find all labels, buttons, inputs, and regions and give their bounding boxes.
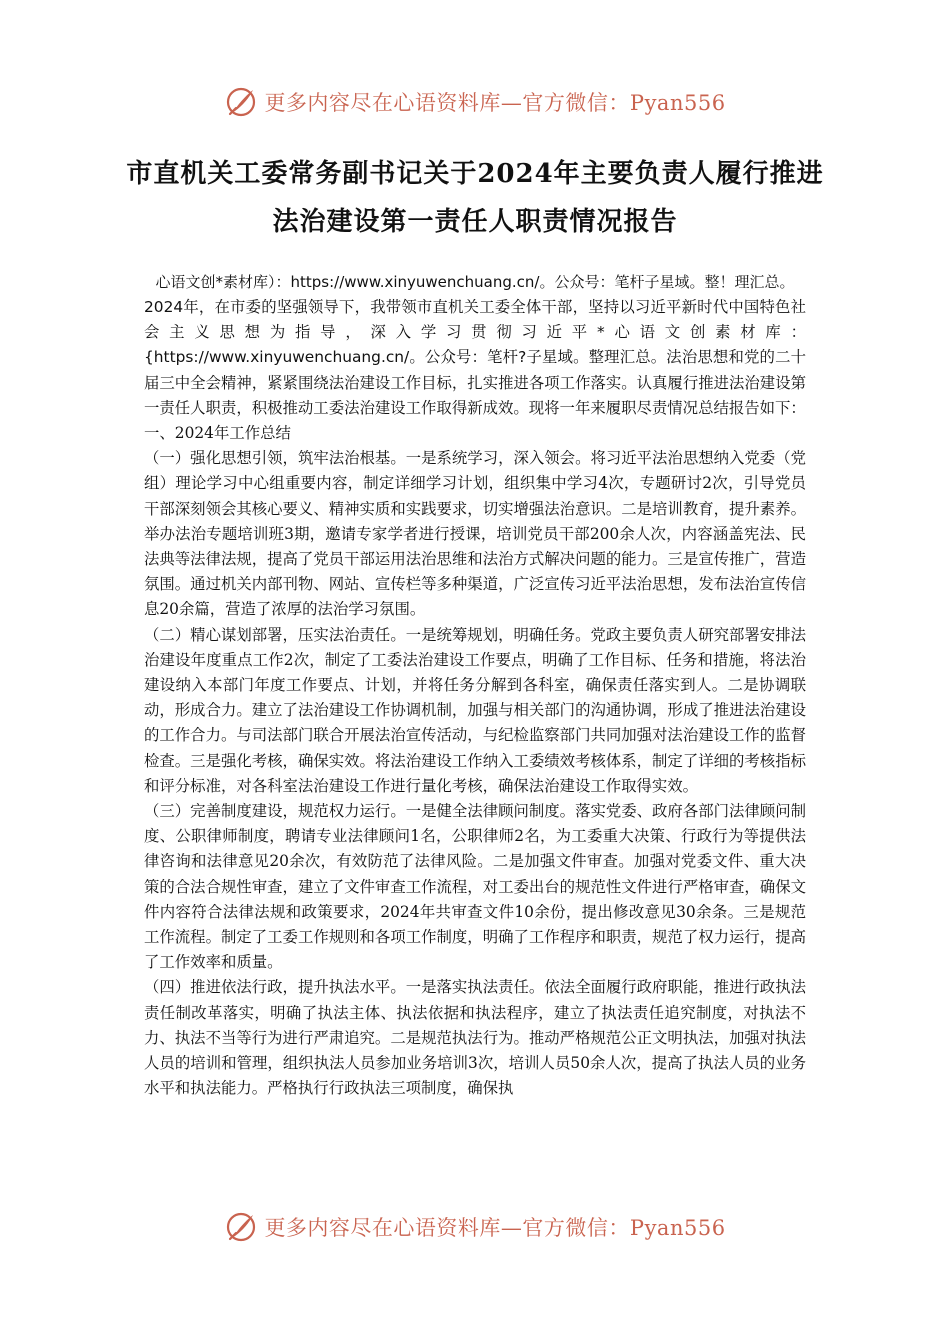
section-heading: 一、2024年工作总结 xyxy=(144,424,291,443)
header-watermark-banner xyxy=(0,82,950,122)
document-title: 市直机关工委常务副书记关于2024年主要负责人履行推进法治建设第一责任人职责情况报告 xyxy=(126,159,824,237)
intro-paragraph: 2024年，在市委的坚强领导下，我带领市直机关工委全体干部，坚持以习近平新时代中国特色社会主义思想为指导，深入学习贯彻习近平*心语文创素材库：{https://www.xinyuwenchuang.cn/。公众号：笔杆?子星域。整理汇总。法治思想和党的二十届三中全会精神，紧紧围绕法治建设工作目标，扎实推进各项工作落实。认真履行推进法治建设第一责任人职责，积极推动工委法治建设工作取得新成效。现将一年来履职尽责情况总结报告如下： xyxy=(144,298,806,417)
body-paragraph: （三）完善制度建设，规范权力运行。一是健全法律顾问制度。落实党委、政府各部门法律顾问制度、公职律师制度，聘请专业法律顾问1名，公职律师2名，为工委重大决策、行政行为等提供法律咨询和法律意见20余次，有效防范了法律风险。二是加强文件审查。加强对党委文件、重大决策的合法合规性审查，建立了文件审查工作流程，对工委出台的规范性文件进行严格审查，确保文件内容符合法律法规和政策要求，2024年共审查文件10余份，提出修改意见30余条。三是规范工作流程。制定了工委工作规则和各项工作制度，明确了工作程序和职责，规范了权力运行，提高了工作效率和质量。 xyxy=(144,802,806,972)
banner-text: 更多内容尽在心语资料库—官方微信：Pyan556 xyxy=(264,91,726,115)
body-paragraph: （一）强化思想引领，筑牢法治根基。一是系统学习，深入领会。将习近平法治思想纳入党委（党组）理论学习中心组重要内容，制定详细学习计划，组织集中学习4次，专题研讨2次，引导党员干部深刻领会其核心要义、精神实质和实践要求，切实增强法治意识。二是培训教育，提升素养。举办法治专题培训班3期，邀请专家学者进行授课，培训党员干部200余人次，内容涵盖宪法、民法典等法律法规，提高了党员干部运用法治思维和法治方式解决问题的能力。三是宣传推广，营造氛围。通过机关内部刊物、网站、宣传栏等多种渠道，广泛宣传习近平法治思想，发布法治宣传信息20余篇，营造了浓厚的法治学习氛围。 xyxy=(144,449,806,619)
body-paragraph: （四）推进依法行政，提升执法水平。一是落实执法责任。依法全面履行政府职能，推进行政执法责任制改革落实，明确了执法主体、执法依据和执法程序，建立了执法责任追究制度，对执法不力、执法不当等行为进行严肃追究。二是规范执法行为。推动严格规范公正文明执法，加强对执法人员的培训和管理，组织执法人员参加业务培训3次，培训人员50余人次，提高了执法人员的业务水平和执法能力。严格执行行政执法三项制度，确保执 xyxy=(144,978,806,1098)
document-body xyxy=(144,270,806,1102)
banner-text: 更多内容尽在心语资料库—官方微信：Pyan556 xyxy=(264,1216,726,1240)
body-paragraph: （二）精心谋划部署，压实法治责任。一是统筹规划，明确任务。党政主要负责人研究部署安排法治建设年度重点工作2次，制定了工委法治建设工作要点，明确了工作目标、任务和措施，将法治建设纳入本部门年度工作要点、计划，并将任务分解到各科室，确保责任落实到人。二是协调联动，形成合力。建立了法治建设工作协调机制，加强与相关部门的沟通协调，形成了推进法治建设的工作合力。与司法部门联合开展法治宣传活动，与纪检监察部门共同加强对法治建设工作的监督检查。三是强化考核，确保实效。将法治建设工作纳入工委绩效考核体系，制定了详细的考核指标和评分标准，对各科室法治建设工作进行量化考核，确保法治建设工作取得实效。 xyxy=(144,625,806,795)
feather-pen-logo-icon xyxy=(224,1210,258,1244)
source-line: 心语文创*素材库）：https://www.xinyuwenchuang.cn/。公众号：笔杆子星域。整！理汇总。 xyxy=(155,273,795,291)
footer-watermark-banner xyxy=(0,1207,950,1247)
feather-pen-logo-icon xyxy=(224,85,258,119)
